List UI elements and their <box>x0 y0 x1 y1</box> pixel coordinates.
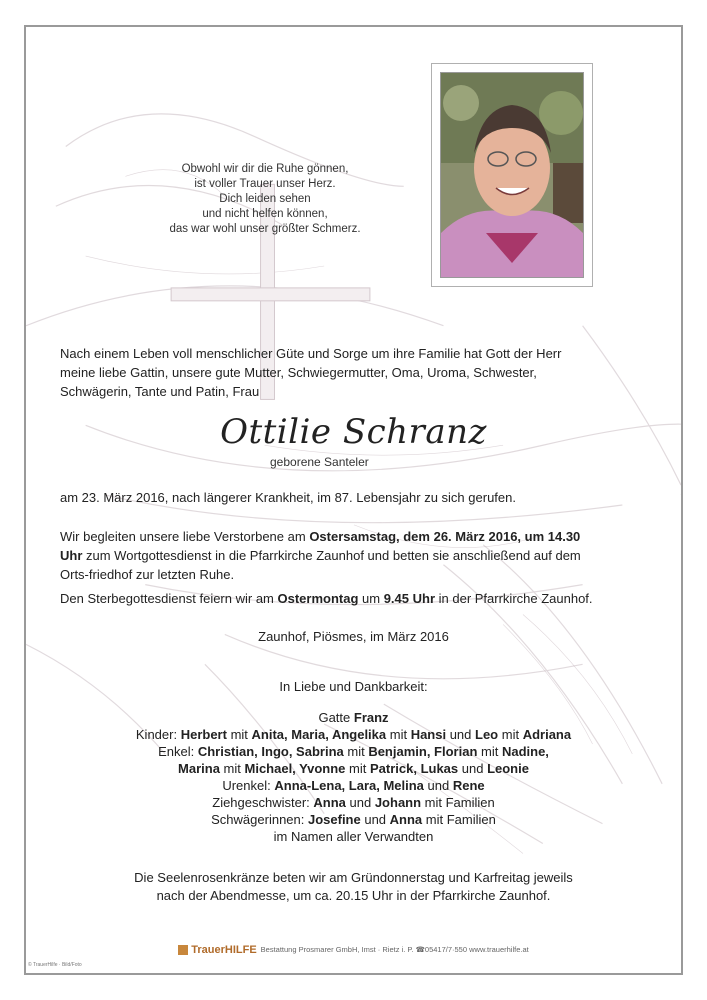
poem-line: Obwohl wir dir die Ruhe gönnen, <box>181 163 349 175</box>
poem-line: ist voller Trauer unser Herz. <box>194 178 336 190</box>
family-grandchildren-2: Marina mit Michael, Yvonne mit Patrick, Lukas und Leonie <box>178 761 529 776</box>
rosary-line-1: Die Seelenrosenkränze beten wir am Gründonnerstag und Karfreitag jeweils <box>134 870 573 885</box>
mass-notice: Den Sterbegottesdienst feiern wir am Ostermontag um 9.45 Uhr in der Pfarrkirche Zaunhof. <box>60 591 593 606</box>
poem-line: und nicht helfen können, <box>202 208 328 220</box>
trauerhilfe-logo-icon <box>178 945 188 955</box>
family-sisters-in-law: Schwägerinnen: Josefine und Anna mit Familien <box>211 812 496 827</box>
footer-contact: Bestattung Prosmarer GmbH, Imst · Rietz i. P. ☎05417/7·550 www.trauerhilfe.at <box>260 944 529 954</box>
portrait-photo <box>440 72 584 278</box>
poem-line: Dich leiden sehen <box>219 193 311 205</box>
footer <box>0 944 707 956</box>
gratitude-heading: In Liebe und Dankbarkeit: <box>279 679 428 694</box>
portrait-frame <box>431 63 593 287</box>
maiden-name: geborene Santeler <box>270 455 369 469</box>
rosary-line-2: nach der Abendmesse, um ca. 20.15 Uhr in der Pfarrkirche Zaunhof. <box>156 888 551 903</box>
poem <box>150 162 380 237</box>
family-spouse: Gatte Franz <box>318 710 389 725</box>
intro-text: Nach einem Leben voll menschlicher Güte und Sorge um ihre Familie hat Gott der Herr meine liebe Gattin, unsere gute Mutter, Schwiegermutter, Oma, Uroma, Schwester, Schwägerin, Tante und Patin, Frau <box>60 346 562 399</box>
funeral-date: Ostersamstag, dem 26. März 2016, um 14.30 Uhr <box>60 529 581 563</box>
family-great-grandchildren: Urenkel: Anna-Lena, Lara, Melina und Rene <box>222 778 485 793</box>
family-foster-siblings: Ziehgeschwister: Anna und Johann mit Familien <box>212 795 495 810</box>
family-relatives: im Namen aller Verwandten <box>273 829 434 844</box>
copyright-note: © TrauerHilfe · Bild/Foto <box>28 962 82 968</box>
funeral-notice: Wir begleiten unsere liebe Verstorbene am Ostersamstag, dem 26. März 2016, um 14.30 Uhr zum Wortgottesdienst in die Pfarrkirche Zaunhof und betten sie anschließend auf dem Orts-friedhof zur letzten Ruhe. <box>60 529 581 582</box>
deceased-name: Ottilie Schranz <box>220 412 487 452</box>
poem-line: das war wohl unser größter Schmerz. <box>169 223 361 235</box>
family-children: Kinder: Herbert mit Anita, Maria, Angelika mit Hansi und Leo mit Adriana <box>135 727 572 742</box>
death-notice: am 23. März 2016, nach längerer Krankheit, im 87. Lebensjahr zu sich gerufen. <box>60 490 516 505</box>
family-grandchildren-1: Enkel: Christian, Ingo, Sabrina mit Benjamin, Florian mit Nadine, <box>158 744 549 759</box>
brand-name: TrauerHILFE <box>191 944 257 956</box>
place-date: Zaunhof, Piösmes, im März 2016 <box>258 629 449 644</box>
